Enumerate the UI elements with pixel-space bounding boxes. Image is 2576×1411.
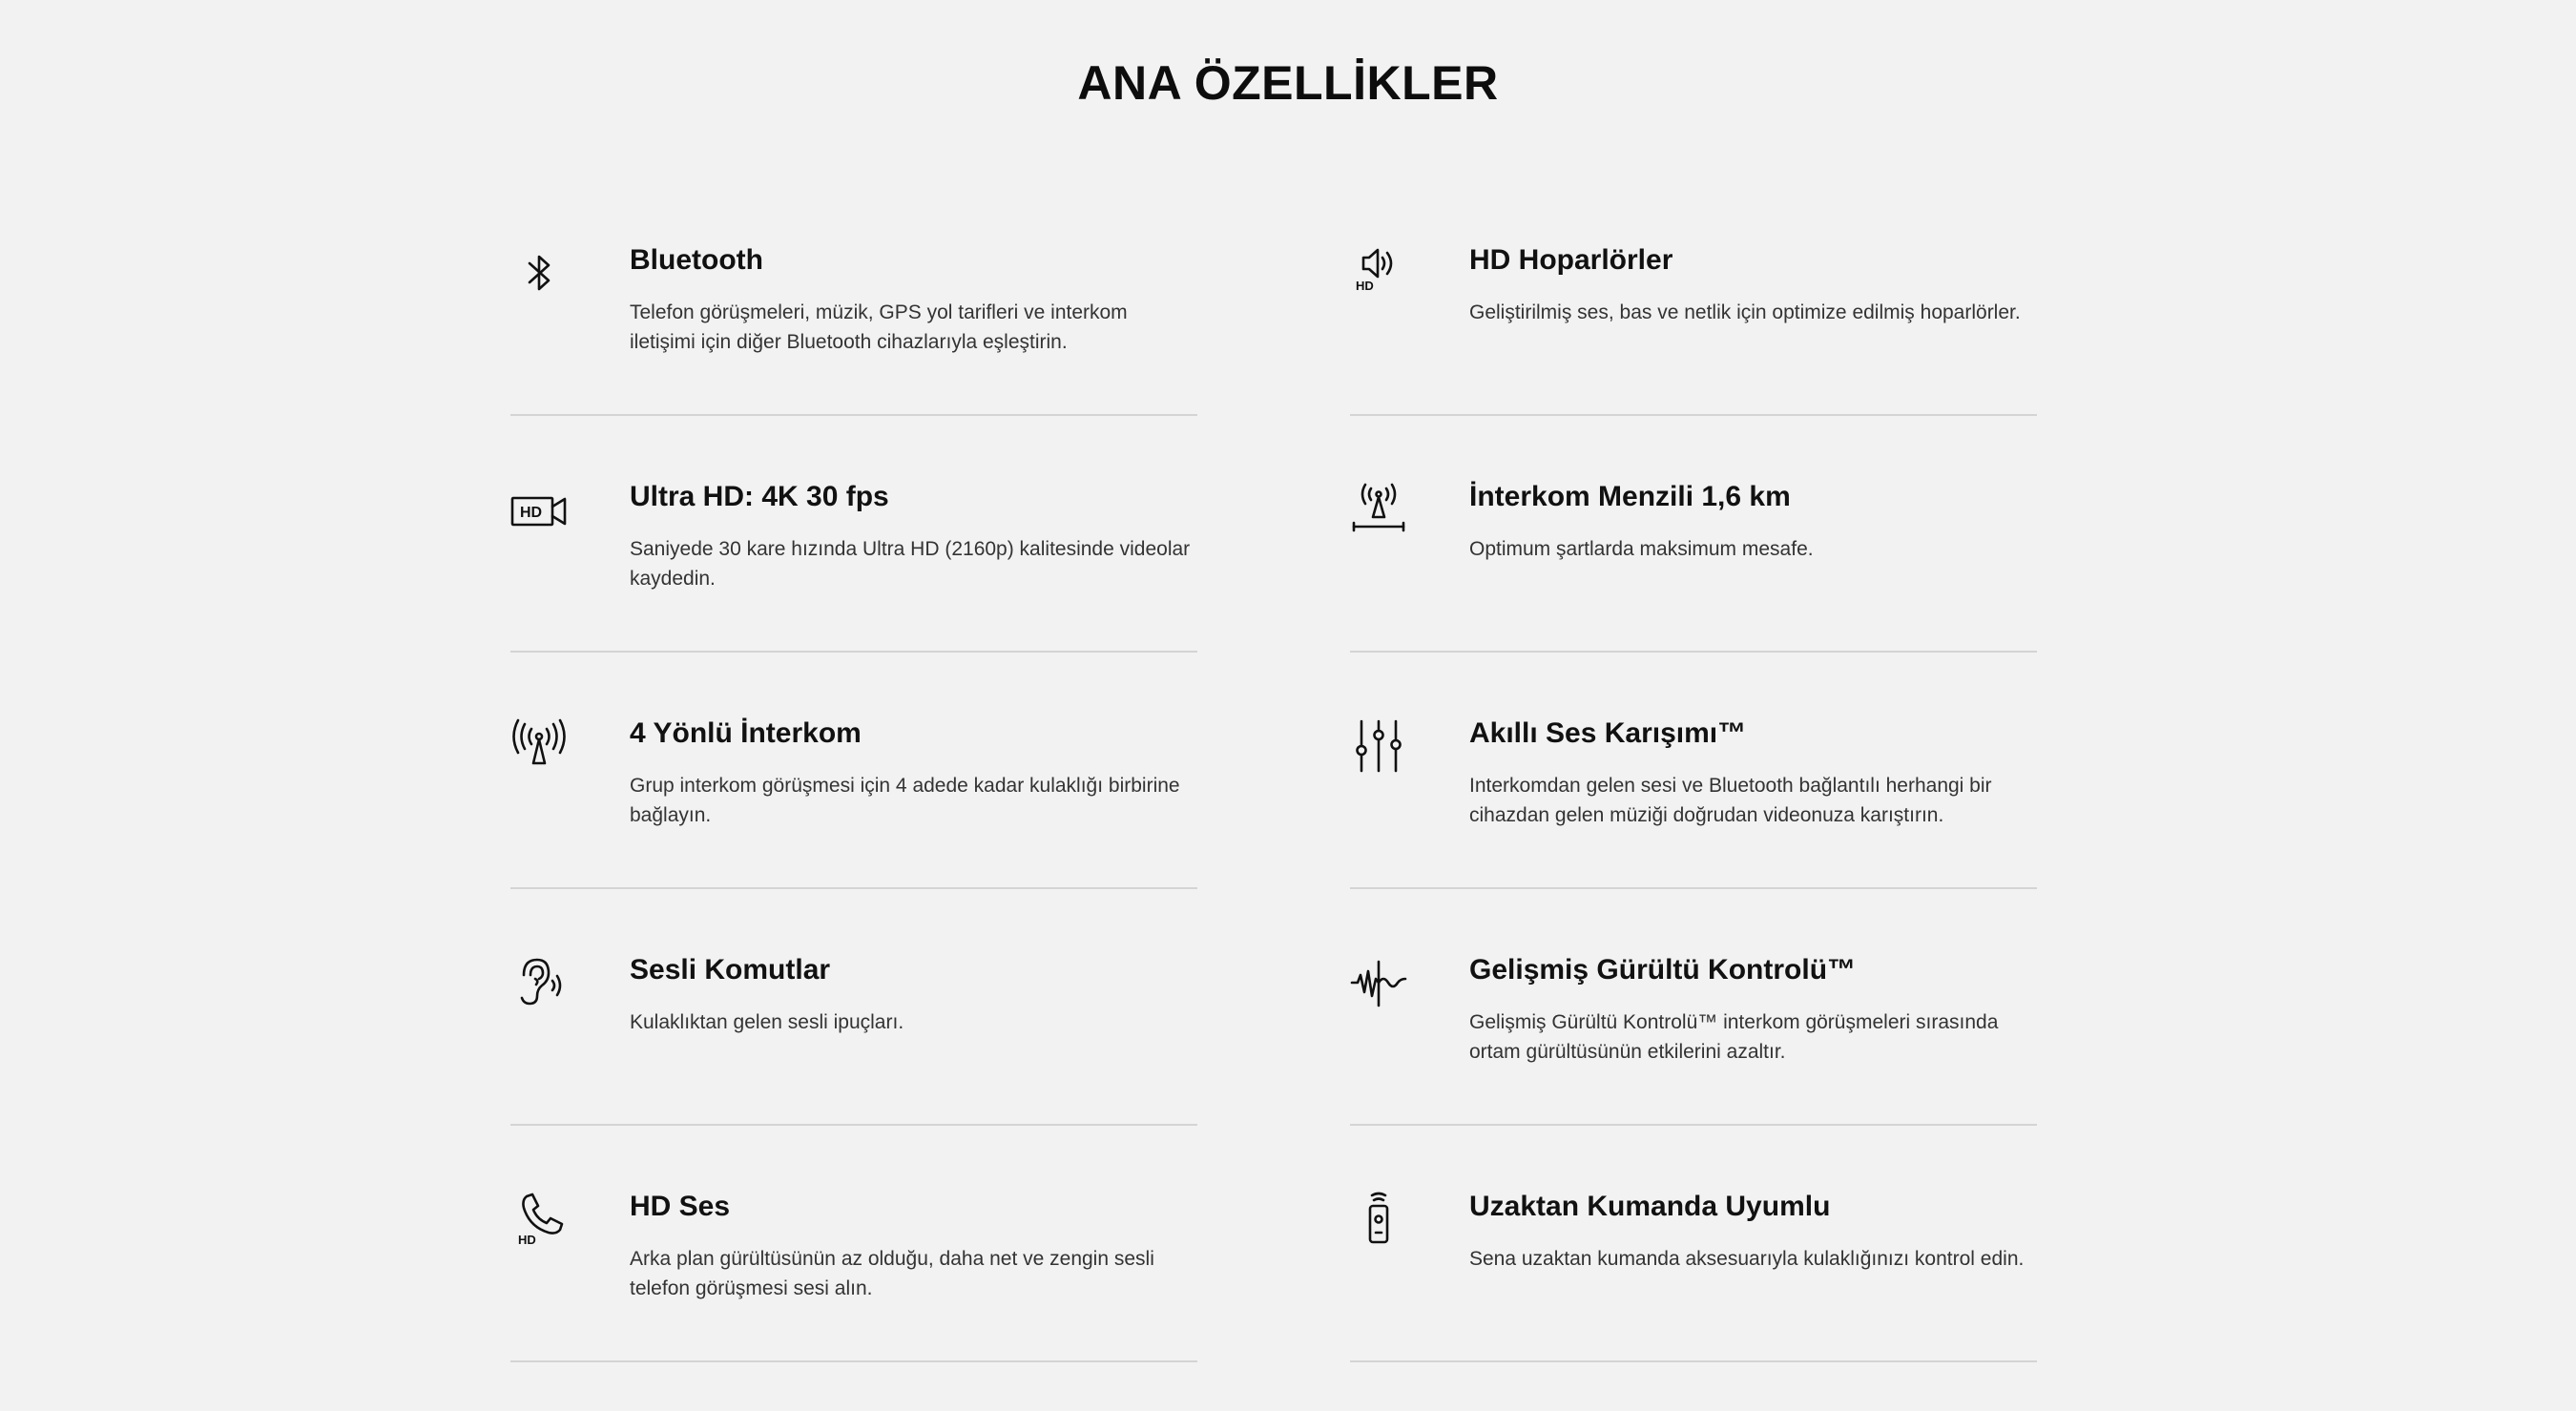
feature-description: Sena uzaktan kumanda aksesuarıyla kulaklığınızı kontrol edin. (1469, 1248, 2025, 1270)
features-grid (510, 179, 2037, 1362)
feature-title: Ultra HD: 4K 30 fps (630, 481, 889, 512)
feature-item-voice-prompts (510, 889, 1197, 1126)
feature-item-4-way-intercom (510, 653, 1197, 889)
feature-description: Kulaklıktan gelen sesli ipuçları. (630, 1011, 904, 1033)
feature-item-ultra-hd (510, 416, 1197, 653)
feature-description: Interkomdan gelen sesi ve Bluetooth bağlantılı herhangi bir cihazdan gelen müziği doğrudan videonuza karıştırın. (1469, 775, 1992, 826)
feature-title: Bluetooth (630, 244, 763, 276)
feature-title: HD Ses (630, 1191, 731, 1222)
feature-description: Arka plan gürültüsünün az olduğu, daha net ve zengin sesli telefon görüşmesi sesi alın. (630, 1248, 1154, 1299)
feature-description: Saniyede 30 kare hızında Ultra HD (2160p) kalitesinde videolar kaydedin. (630, 538, 1191, 590)
hd-speaker-icon (1350, 244, 1407, 301)
feature-title: 4 Yönlü İnterkom (630, 717, 862, 749)
feature-description: Grup interkom görüşmesi için 4 adede kadar kulaklığı birbirine bağlayın. (630, 775, 1180, 826)
feature-title: Sesli Komutlar (630, 954, 831, 986)
hd-label: HD (1356, 279, 1374, 293)
feature-item-intercom-range (1350, 416, 2037, 653)
feature-description: Optimum şartlarda maksimum mesafe. (1469, 538, 1814, 560)
audio-mixer-icon (1350, 717, 1407, 775)
ear-voice-icon (510, 954, 568, 1011)
feature-description: Gelişmiş Gürültü Kontrolü™ interkom görüşmeleri sırasında ortam gürültüsünün etkilerini azaltır. (1469, 1011, 1999, 1063)
remote-control-icon (1350, 1191, 1407, 1248)
intercom-antenna-icon (510, 717, 568, 775)
feature-item-bluetooth (510, 179, 1197, 416)
feature-title: HD Hoparlörler (1469, 244, 1673, 276)
intercom-range-icon (1350, 481, 1407, 538)
feature-item-audio-mixing (1350, 653, 2037, 889)
hd-label: HD (520, 505, 543, 521)
page-title: ANA ÖZELLİKLER (1077, 56, 1499, 110)
feature-title: Uzaktan Kumanda Uyumlu (1469, 1191, 1831, 1222)
feature-item-noise-control (1350, 889, 2037, 1126)
feature-title: İnterkom Menzili 1,6 km (1469, 481, 1791, 512)
feature-description: Telefon görüşmeleri, müzik, GPS yol tarifleri ve interkom iletişimi için diğer Bluetooth cihazlarıyla eşleştirin. (630, 301, 1128, 353)
feature-title: Gelişmiş Gürültü Kontrolü™ (1469, 954, 1857, 986)
feature-title: Akıllı Ses Karışımı™ (1469, 717, 1747, 749)
hd-phone-icon (510, 1191, 568, 1248)
noise-wave-icon (1350, 954, 1407, 1011)
feature-description: Geliştirilmiş ses, bas ve netlik için optimize edilmiş hoparlörler. (1469, 301, 2021, 323)
feature-item-hd-voice (510, 1126, 1197, 1362)
feature-item-remote-control (1350, 1126, 2037, 1362)
feature-item-hd-speakers (1350, 179, 2037, 416)
hd-label: HD (518, 1233, 536, 1247)
bluetooth-icon (510, 244, 568, 301)
hd-video-camera-icon (510, 481, 568, 538)
